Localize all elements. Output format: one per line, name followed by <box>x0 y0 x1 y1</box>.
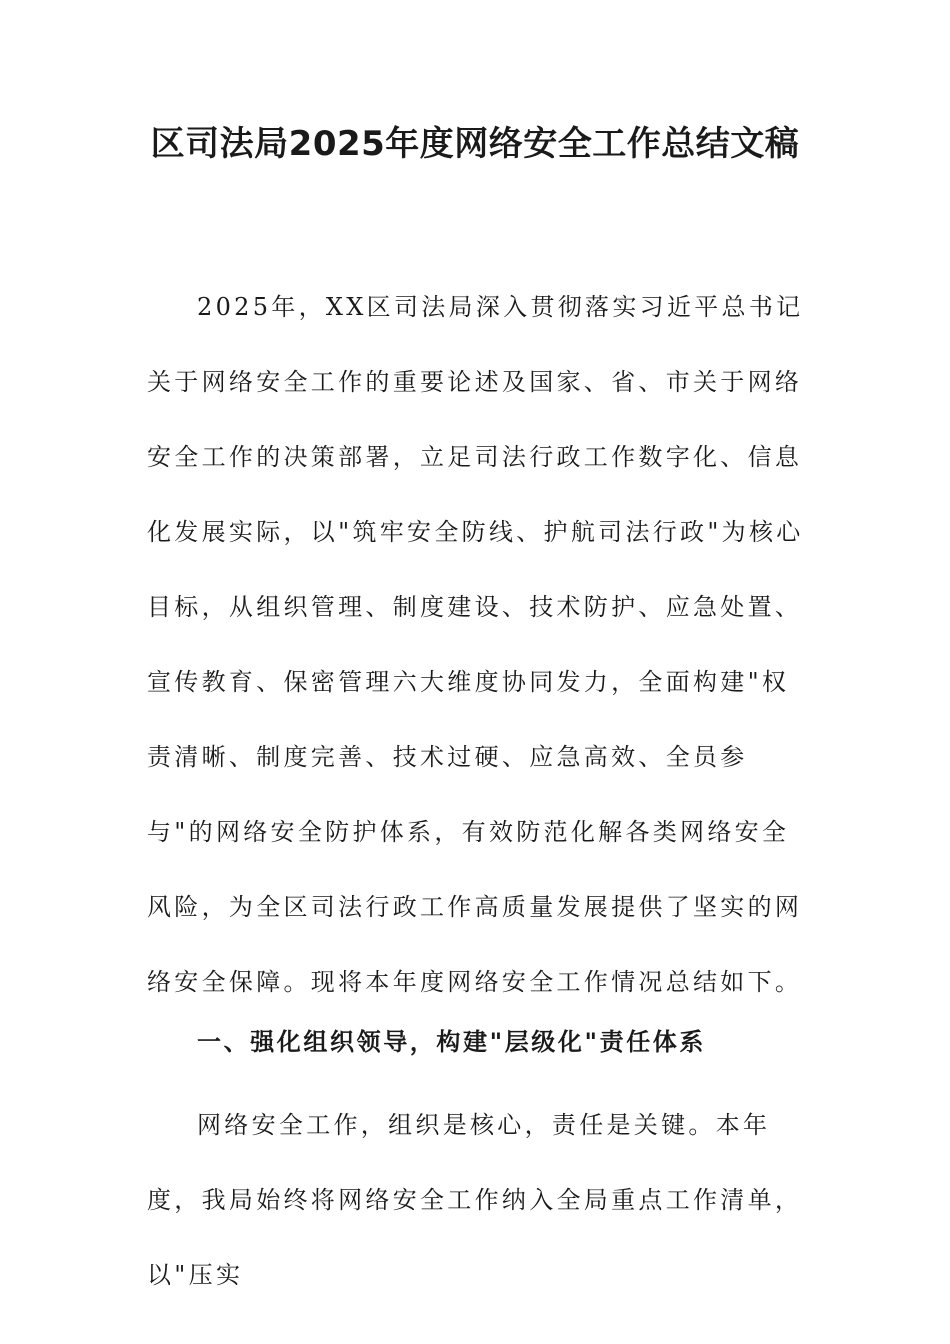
section-1-heading: 一、强化组织领导，构建"层级化"责任体系 <box>197 1028 707 1056</box>
section-1-paragraph: 网络安全工作，组织是核心，责任是关键。本年度，我局始终将网络安全工作纳入全局重点工作清单，以"压实 <box>147 1111 803 1289</box>
intro-paragraph: 2025年，XX区司法局深入贯彻落实习近平总书记关于网络安全工作的重要论述及国家、省、市关于网络安全工作的决策部署，立足司法行政工作数字化、信息化发展实际，以"筑牢安全防线、护航司法行政"为核心目标，从组织管理、制度建设、技术防护、应急处置、宣传教育、保密管理六大维度协同发力，全面构建"权责清晰、制度完善、技术过硬、应急高效、全员参与"的网络安全防护体系，有效防范化解各类网络安全风险，为全区司法行政工作高质量发展提供了坚实的网络安全保障。现将本年度网络安全工作情况总结如下。 <box>147 293 804 996</box>
document-title: 区司法局2025年度网络安全工作总结文稿 <box>150 124 800 164</box>
